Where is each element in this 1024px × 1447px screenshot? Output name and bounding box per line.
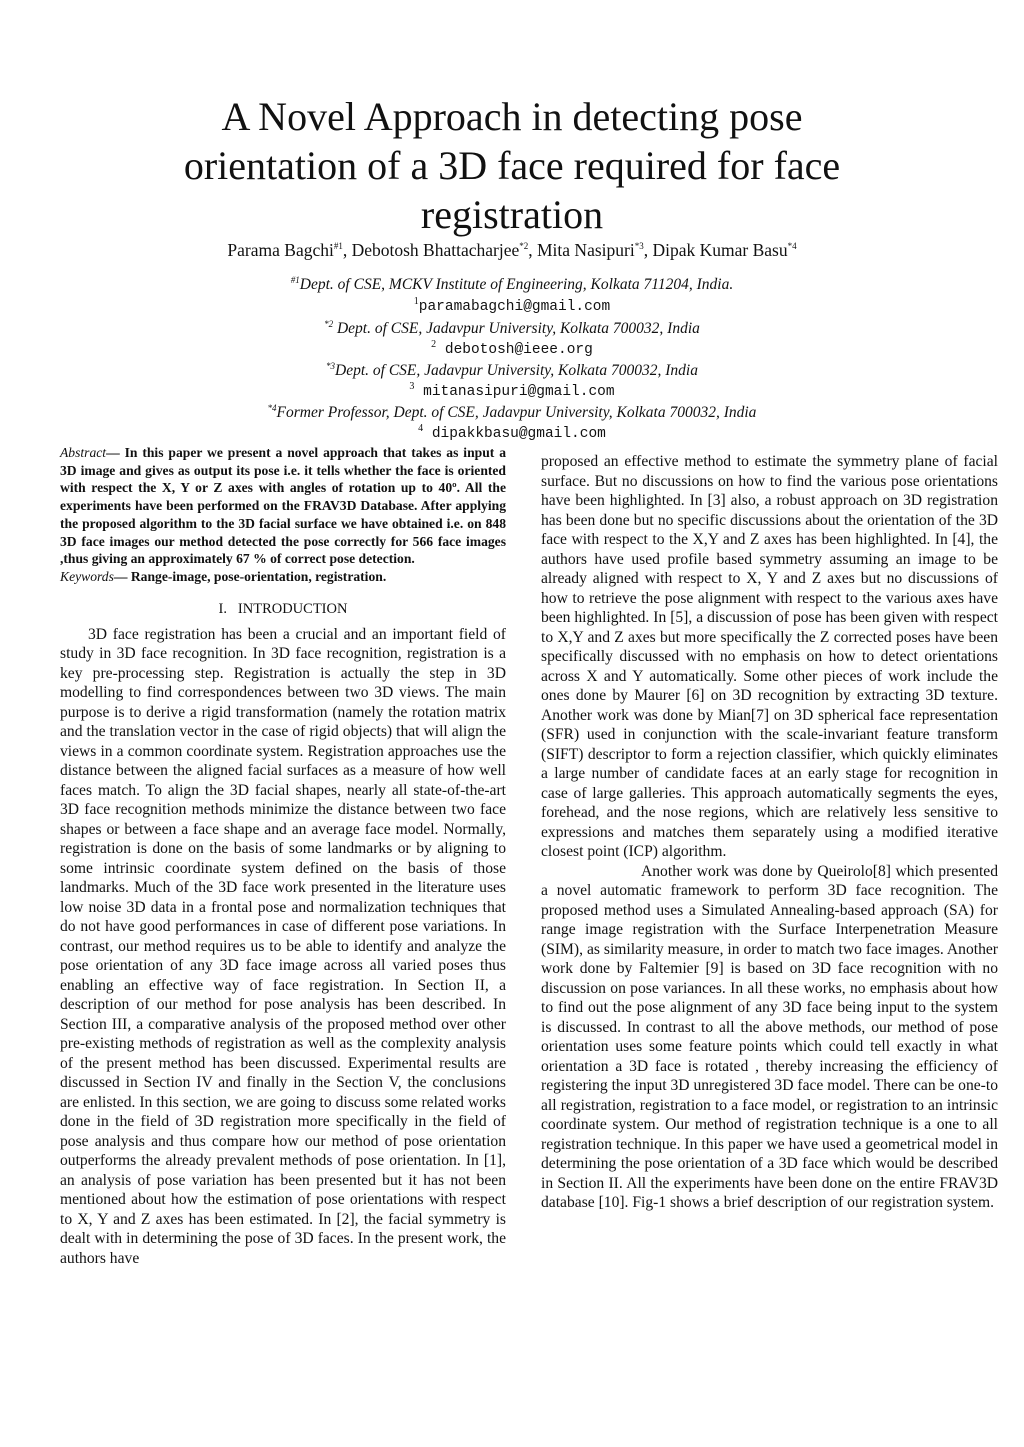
author-marker: *3 [634, 241, 644, 252]
affiliation [0, 276, 1024, 294]
author-email[interactable] [0, 423, 1024, 442]
author-separator: , [643, 240, 653, 260]
affiliation-text: Former Professor, Dept. of CSE, Jadavpur University, Kolkata 700032, India [276, 404, 757, 421]
email-text: dipakkbasu@gmail.com [423, 426, 606, 442]
author-name: Debotosh Bhattacharjee [351, 240, 520, 260]
intro-paragraph: 3D face registration has been a crucial and an important field of study in 3D face recognition. In 3D face recognition, registration is a key pre-processing step. Registration is actually the step in 3D modelling to find correspondences between two 3D views. The main purpose is to derive a rigid transformation (namely the rotation matrix and the translation vector in the case of rigid objects) that will align the views in a common coordinate system. Registration approaches use the distance between the aligned facial surfaces as a measure of how well faces match. To align the 3D facial shapes, nearly all state-of-the-art 3D face recognition methods minimize the distance between two face shapes or between a face shape and an average face model. Normally, registration is done on the basis of some landmarks or by aligning to some intrinsic coordinate system defined on the basis of those landmarks. Much of the 3D face work presented in the literature uses low noise 3D data in a frontal pose and normalization techniques that do not have good performances in case of different pose variations. In contrast, our method requires us to be able to identify and analyze the pose orientation of any 3D face image across all varied poses thus enabling an effective way of face registration. In Section II, a description of our method for pose analysis has been described. In Section III, a comparative analysis of the proposed method over other pre-existing methods of registration as well as the complexity analysis of the present method has been discussed. Experimental results are discussed in Section IV and finally in the Section V, the conclusions are enlisted. In this section, we are going to discuss some related works done in the field of 3D registration more specifically in the field of pose analysis and thus compare how our method of pose orientation outperforms the already prevalent methods of pose orientation. In [1], an analysis of pose variation has been presented but it has not been mentioned about how the estimation of pose orientations with respect to X, Y and Z axes has been estimated. In [2], the facial symmetry is dealt with in determining the pose of 3D faces. In the present work, the authors have [60, 625, 506, 1267]
author-list [60, 240, 964, 261]
affiliation-marker: *2 [324, 318, 334, 329]
author-separator: , [342, 240, 352, 260]
author-marker: #1 [333, 241, 343, 252]
abstract-text: — In this paper we present a novel approach that takes as input a 3D image and gives as output its pose i.e. it tells whether the face is oriented with respect the X, Y or Z axes with angles of rotation up to 40º. All the experiments have been performed on the FRAV3D Database. After applying the proposed algorithm to the 3D facial surface we have obtained i.e. on 848 3D face images our method detected the pose correctly for 566 face images ,thus giving an approximately 67 % of correct pose detection. [60, 445, 506, 567]
author-name: Dipak Kumar Basu [652, 240, 788, 260]
affiliation-marker: *4 [267, 402, 277, 413]
author-name: Parama Bagchi [227, 240, 334, 260]
body-paragraph: proposed an effective method to estimate the symmetry plane of facial surface. But no discussions on how to find the various pose orientations have been highlighted. In [3] also, a robust approach on 3D registration has been done but no specific discussions about the orientation of the 3D face with respect to the X,Y and Z axes has been highlighted. In [4], the authors have used profile based symmetry assuming an image to be already aligned with respect to X, Y and Z axes but no discussions of how to retrieve the pose alignment with respect to the various axes have been highlighted. In [5], a discussion of pose has been given with respect to X,Y and Z axes but more specifically the Z corrected poses have been specifically discussed with no emphasis on how to detect orientations across X and Y automatically. Some other pieces of work include the ones done by Maurer [6] on 3D recognition by extracting 3D texture. Another work was done by Mian[7] on 3D spherical face representation (SFR) used in conjunction with the scale-invariant feature transform (SIFT) descriptor to form a rejection classifier, which quickly eliminates a large number of candidate faces at an early stage for recognition in case of large galleries. This approach automatically segments the eyes, forehead, and the nose regions, which are relatively less sensitive to expressions and matches them separately using a modified iterative closest point (ICP) algorithm. [541, 453, 998, 860]
affiliation-marker: #1 [290, 274, 300, 285]
affiliation [0, 320, 1024, 338]
email-text: paramabagchi@gmail.com [418, 299, 611, 315]
author-marker: *4 [787, 241, 797, 252]
author-marker: *2 [519, 241, 529, 252]
email-marker: 4 [418, 423, 424, 435]
author-email[interactable] [0, 339, 1024, 358]
email-text: mitanasipuri@gmail.com [414, 384, 615, 400]
section-heading [60, 600, 506, 619]
abstract [60, 444, 506, 568]
title-line: orientation of a 3D face required for face [183, 143, 841, 188]
email-marker: 2 [431, 339, 437, 351]
email-marker: 3 [409, 381, 415, 393]
title-line: registration [420, 192, 604, 237]
author-email[interactable] [0, 296, 1024, 315]
author-separator: , [528, 240, 537, 260]
affiliation [0, 404, 1024, 422]
body-paragraph: Another work was done by Queirolo[8] which presented a novel automatic framework to perform 3D face recognition. The proposed method uses a Simulated Annealing-based approach (SA) for range image registration with the Surface Interpenetration Measure (SIM), as similarity measure, in order to match two face images. Another work done by Faltemier [9] is based on 3D face recognition with no discussion on pose variances. In all these works, no emphasis about how to find out the pose alignment of any 3D face being input to the system is discussed. In contrast to all the above methods, our method of pose orientation uses some feature points which could tell exactly in what orientation a 3D face is rotated , thereby increasing the efficiency of registering the input 3D unregistered 3D face model. There can be one-to all registration, registration to a face model, or registration to an intrinsic coordinate system. Our method of registration technique is a one to all registration technique. In this paper we have used a geometrical model in determining the pose orientation of a 3D face which would be described in Section II. All the experiments have been done on the entire FRAV3D database [10]. Fig-1 shows a brief description of our registration system. [541, 862, 998, 1211]
keywords [60, 568, 506, 586]
paper-title [80, 92, 944, 239]
title-line: A Novel Approach in detecting pose [221, 94, 803, 139]
author-name: Mita Nasipuri [537, 240, 635, 260]
section-initial: I [237, 600, 243, 617]
author-email[interactable] [0, 381, 1024, 400]
left-column [60, 444, 506, 1268]
affiliation-marker: *3 [326, 360, 336, 371]
affiliation-text: Dept. of CSE, Jadavpur University, Kolkata 700032, India [335, 362, 698, 379]
section-number: I. [218, 600, 228, 617]
email-text: debotosh@ieee.org [436, 342, 593, 358]
abstract-label: Abstract [60, 445, 107, 460]
affiliation-text: Dept. of CSE, Jadavpur University, Kolkata 700032, India [333, 320, 700, 337]
section-title: NTRODUCTION [242, 600, 348, 617]
keywords-label: Keywords [60, 568, 114, 584]
affiliation-text: Dept. of CSE, MCKV Institute of Engineering, Kolkata 711204, India. [299, 276, 734, 293]
affiliation [0, 362, 1024, 380]
keywords-text: — Range-image, pose-orientation, registration. [113, 568, 387, 584]
right-column [541, 452, 998, 1213]
email-marker: 1 [413, 296, 419, 308]
